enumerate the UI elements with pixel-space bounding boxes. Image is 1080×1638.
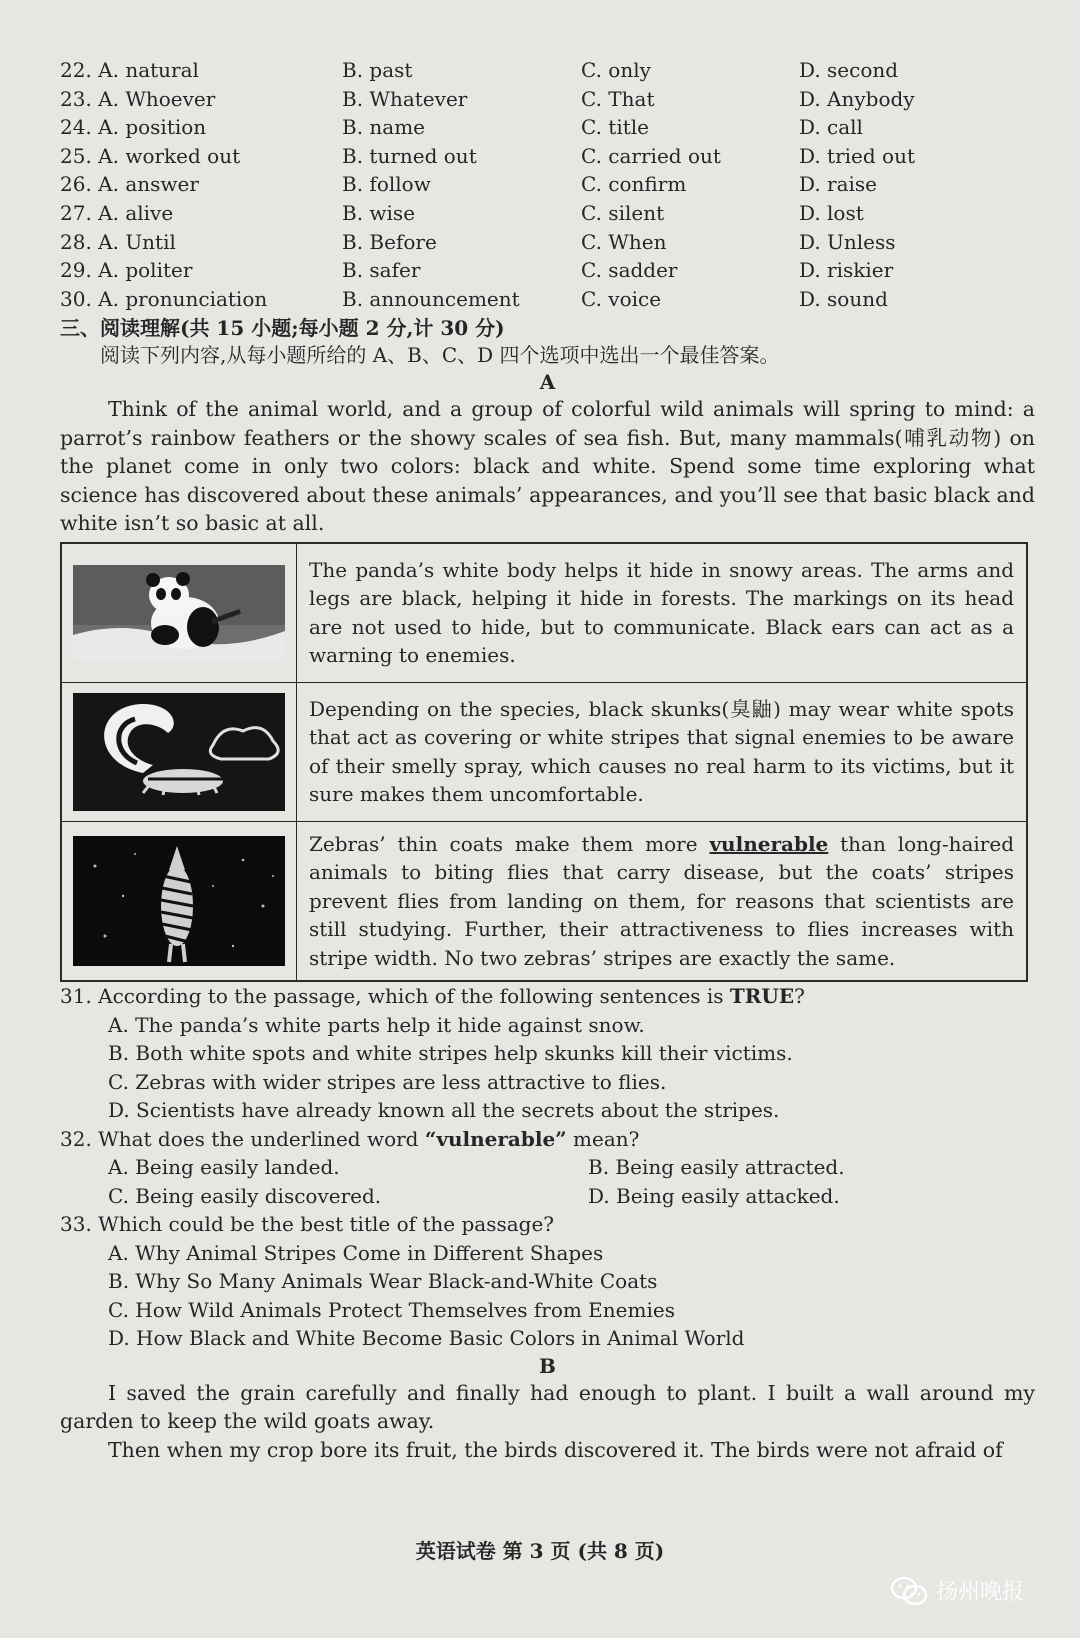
choice-a[interactable]: A. Why Animal Stripes Come in Different Shapes [108,1240,604,1265]
table-row-zebra [61,821,1027,981]
option-c: C. carried out [581,143,721,168]
choice-row [60,1153,1035,1182]
watermark [890,1575,1024,1606]
option-row-28 [60,228,1035,257]
option-b: B. wise [342,200,416,225]
option-row-29 [60,256,1035,285]
option-b: B. turned out [342,143,477,168]
option-c: C. confirm [581,172,687,197]
zebra-text [297,821,1028,981]
choice-d[interactable]: D. How Black and White Become Basic Colors in Animal World [108,1326,745,1351]
question-stem: 33. Which could be the best title of the passage? [60,1212,555,1237]
option-row-27 [60,199,1035,228]
choice-b[interactable]: B. Both white spots and white stripes help skunks kill their victims. [108,1041,793,1066]
choice-c[interactable]: C. How Wild Animals Protect Themselves from Enemies [108,1297,675,1322]
part-b-label: B [539,1353,556,1378]
choice-b[interactable]: B. Being easily attracted. [588,1155,845,1180]
option-c: C. sadder [581,258,678,283]
table-row-skunk [61,682,1027,821]
choice-d[interactable]: D. Being easily attacked. [588,1183,840,1208]
zebra-cell [61,821,297,981]
panda-cell [61,543,297,683]
option-d: D. raise [799,172,878,197]
option-c: C. When [581,229,667,254]
option-c: C. title [581,115,650,140]
section-title: 三、阅读理解(共 15 小题;每小题 2 分,计 30 分) [60,316,505,341]
option-a: 30. A. pronunciation [60,286,268,311]
option-a: 26. A. answer [60,172,199,197]
option-d: D. riskier [799,258,894,283]
option-b: B. Whatever [342,86,468,111]
question-stem: 32. What does the underlined word “vulnerable” mean? [60,1126,640,1151]
question-33 [60,1210,1035,1353]
passage-b-para-1: I saved the grain carefully and finally had enough to plant. I built a wall around my garden to keep the wild goats away. [60,1380,1035,1434]
wechat-icon [890,1576,928,1606]
page-footer: 英语试卷 第 3 页 (共 8 页) [415,1539,665,1563]
choice-b[interactable]: B. Why So Many Animals Wear Black-and-White Coats [108,1269,658,1294]
option-d: D. second [799,58,899,82]
option-row-30 [60,285,1035,314]
option-b: B. name [342,115,426,140]
option-row-25 [60,142,1035,171]
option-d: D. call [799,115,863,140]
skunk-text: Depending on the species, black skunks(臭鼬) may wear white spots that act as covering or white stripes that signal enemies to be aware of their smelly spray, which causes no real harm to its victims, but it sure makes them uncomfortable. [297,682,1028,821]
option-c: C. only [581,58,651,82]
passage-a-intro: Think of the animal world, and a group of colorful wild animals will spring to mind: a parrot’s rainbow feathers or the showy scales of sea fish. But, many mammals(哺乳动物) on the planet come in only two colors: black and white. Spend some time exploring what science has discovered about these animals’ appearances, and you’ll see that basic black and white isn’t so basic at all. [60,397,1035,536]
option-d: D. Unless [799,229,896,254]
skunk-image [73,693,285,811]
question-stem: 31. According to the passage, which of the following sentences is TRUE? [60,984,805,1009]
choice-a[interactable]: A. Being easily landed. [108,1155,340,1180]
choice-a[interactable]: A. The panda’s white parts help it hide against snow. [108,1012,645,1037]
option-b: B. past [342,58,413,82]
option-b: B. Before [342,229,437,254]
option-d: D. tried out [799,143,915,168]
option-b: B. safer [342,258,421,283]
option-c: C. voice [581,286,662,311]
animal-table [60,542,1028,983]
option-a: 22. A. natural [60,58,199,82]
question-32 [60,1125,1035,1211]
option-c: C. That [581,86,655,111]
option-d: D. sound [799,286,888,311]
section-instructions: 阅读下列内容,从每小题所给的 A、B、C、D 四个选项中选出一个最佳答案。 [100,343,780,368]
panda-text: The panda’s white body helps it hide in snowy areas. The arms and legs are black, helping it hide in forests. The markings on its head are not used to hide, but to communicate. Black ears can act as a warning to enemies. [297,543,1028,683]
panda-image [73,565,285,661]
option-d: D. Anybody [799,86,915,111]
passage-b-para-2: Then when my crop bore its fruit, the birds discovered it. The birds were not afraid of [108,1437,1003,1462]
option-a: 28. A. Until [60,229,176,254]
zebra-text-after: than long-haired animals to biting flies that carry disease, but the coats’ stripes prevent flies from landing on them, for reasons that scientists are still studying. Further, their attractiveness to flies increases with stripe width. No two zebras’ stripes are exactly the same. [309,831,1014,970]
table-row-panda [61,543,1027,683]
option-d: D. lost [799,200,864,225]
true-keyword: TRUE [729,984,795,1009]
choice-d[interactable]: D. Scientists have already known all the secrets about the stripes. [108,1098,780,1123]
page-content [60,56,1035,1464]
choice-c[interactable]: C. Being easily discovered. [108,1183,382,1208]
option-c: C. silent [581,200,665,225]
answer-options [60,56,1035,313]
zebra-image [73,836,285,966]
option-b: B. follow [342,172,431,197]
option-row-24 [60,113,1035,142]
vulnerable-keyword: vulnerable [709,831,829,856]
option-b: B. announcement [342,286,520,311]
choice-row [60,1182,1035,1211]
option-a: 27. A. alive [60,200,174,225]
skunk-cell [61,682,297,821]
option-row-26 [60,170,1035,199]
option-row-22 [60,56,1035,85]
zebra-text-before: Zebras’ thin coats make them more [309,831,710,856]
part-a-label: A [539,370,556,395]
watermark-text: 扬州晚报 [936,1580,1025,1605]
choice-c[interactable]: C. Zebras with wider stripes are less attractive to flies. [108,1069,667,1094]
option-a: 24. A. position [60,115,207,140]
option-a: 25. A. worked out [60,143,241,168]
option-a: 23. A. Whoever [60,86,216,111]
option-row-23 [60,85,1035,114]
vulnerable-keyword: “vulnerable” [424,1126,567,1151]
option-a: 29. A. politer [60,258,193,283]
question-31 [60,982,1035,1125]
